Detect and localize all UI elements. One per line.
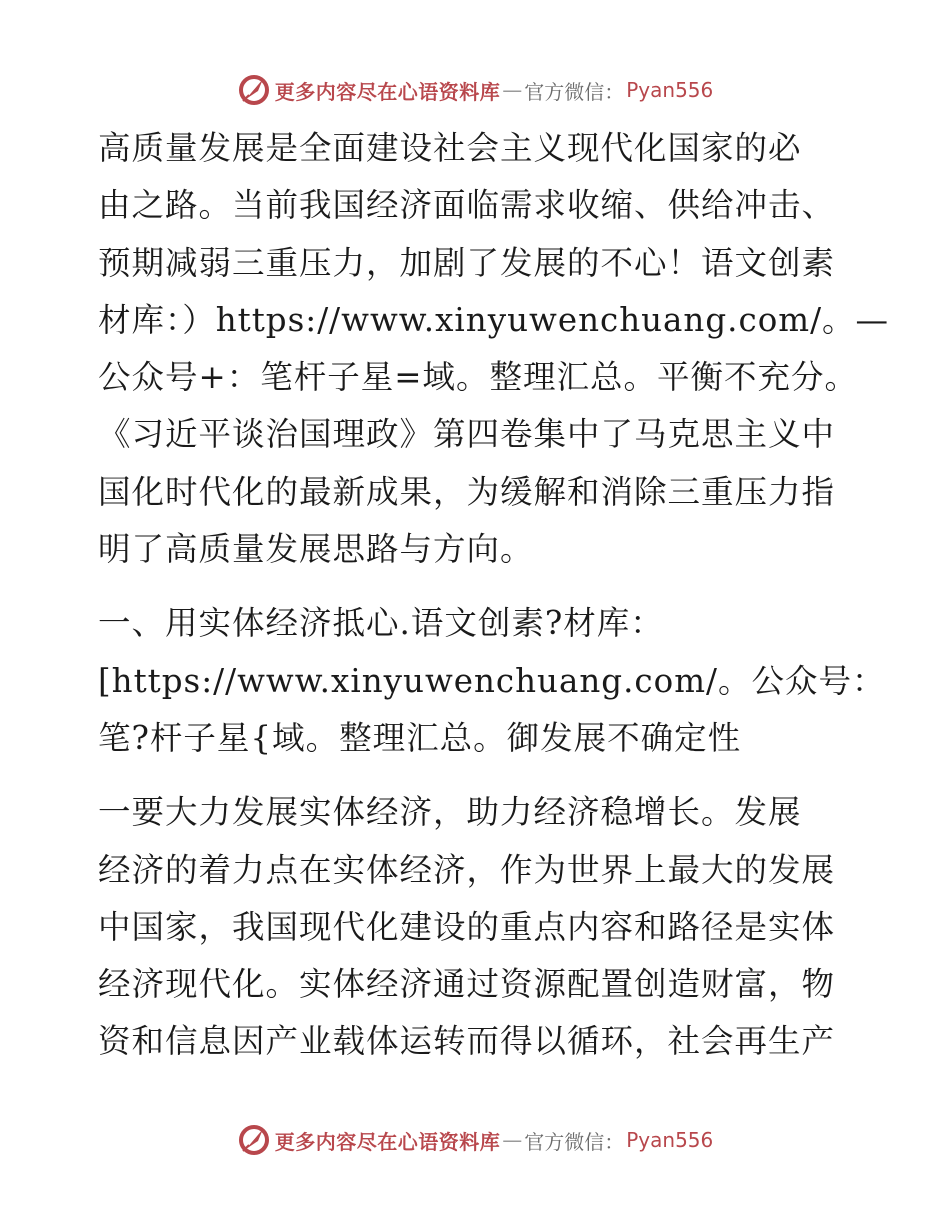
text-line: 公众号+：笔杆子星=域。整理汇总。平衡不充分。 — [98, 358, 858, 397]
text-line: 经济的着力点在实体经济，作为世界上最大的发展 — [98, 850, 836, 889]
text-line: 资和信息因产业载体运转而得以循环，社会再生产 — [98, 1022, 836, 1061]
banner-wechat-id: Pyan556 — [626, 78, 714, 102]
text-line: 高质量发展是全面建设社会主义现代化国家的必 — [98, 129, 802, 167]
text-line: 《习近平谈治国理政》第四卷集中了马克思主义中 — [98, 415, 836, 454]
text-line: 预期减弱三重压力，加剧了发展的不心！语文创素 — [98, 243, 836, 282]
text-line: 由之路。当前我国经济面临需求收缩、供给冲击、 — [98, 186, 836, 225]
banner-main-text: 更多内容尽在心语资料库 — [274, 79, 501, 104]
text-line: [https://www.xinyuwenchuang.com/。公众号： — [98, 661, 886, 700]
paragraph-body — [98, 784, 858, 1070]
banner-separator: — — [502, 78, 523, 102]
banner-main-text: 更多内容尽在心语资料库 — [274, 1129, 501, 1154]
banner-separator: — — [502, 1128, 523, 1152]
quill-logo-icon — [237, 73, 271, 107]
text-line: 国化时代化的最新成果，为缓解和消除三重压力指 — [98, 472, 836, 511]
banner-wechat-label: 官方微信： — [524, 1129, 625, 1154]
header-watermark-banner — [0, 70, 950, 110]
text-line: 经济现代化。实体经济通过资源配置创造财富，物 — [98, 965, 836, 1004]
paragraph-section-heading — [98, 595, 886, 767]
document-body — [98, 120, 890, 1071]
text-line: 材库：）https://www.xinyuwenchuang.com/。— — [98, 300, 890, 339]
quill-logo-icon — [237, 1123, 271, 1157]
text-line: 一、用实体经济抵心.语文创素?材库： — [98, 604, 664, 643]
footer-watermark-banner — [0, 1120, 950, 1160]
text-line: 一要大力发展实体经济，助力经济稳增长。发展 — [98, 793, 802, 832]
banner-wechat-id: Pyan556 — [626, 1128, 714, 1152]
text-line: 笔?杆子星{域。整理汇总。御发展不确定性 — [98, 718, 742, 757]
text-line: 明了高质量发展思路与方向。 — [98, 530, 534, 569]
banner-wechat-label: 官方微信： — [524, 79, 625, 104]
paragraph-intro — [98, 120, 890, 578]
text-line: 中国家，我国现代化建设的重点内容和路径是实体 — [98, 907, 836, 946]
